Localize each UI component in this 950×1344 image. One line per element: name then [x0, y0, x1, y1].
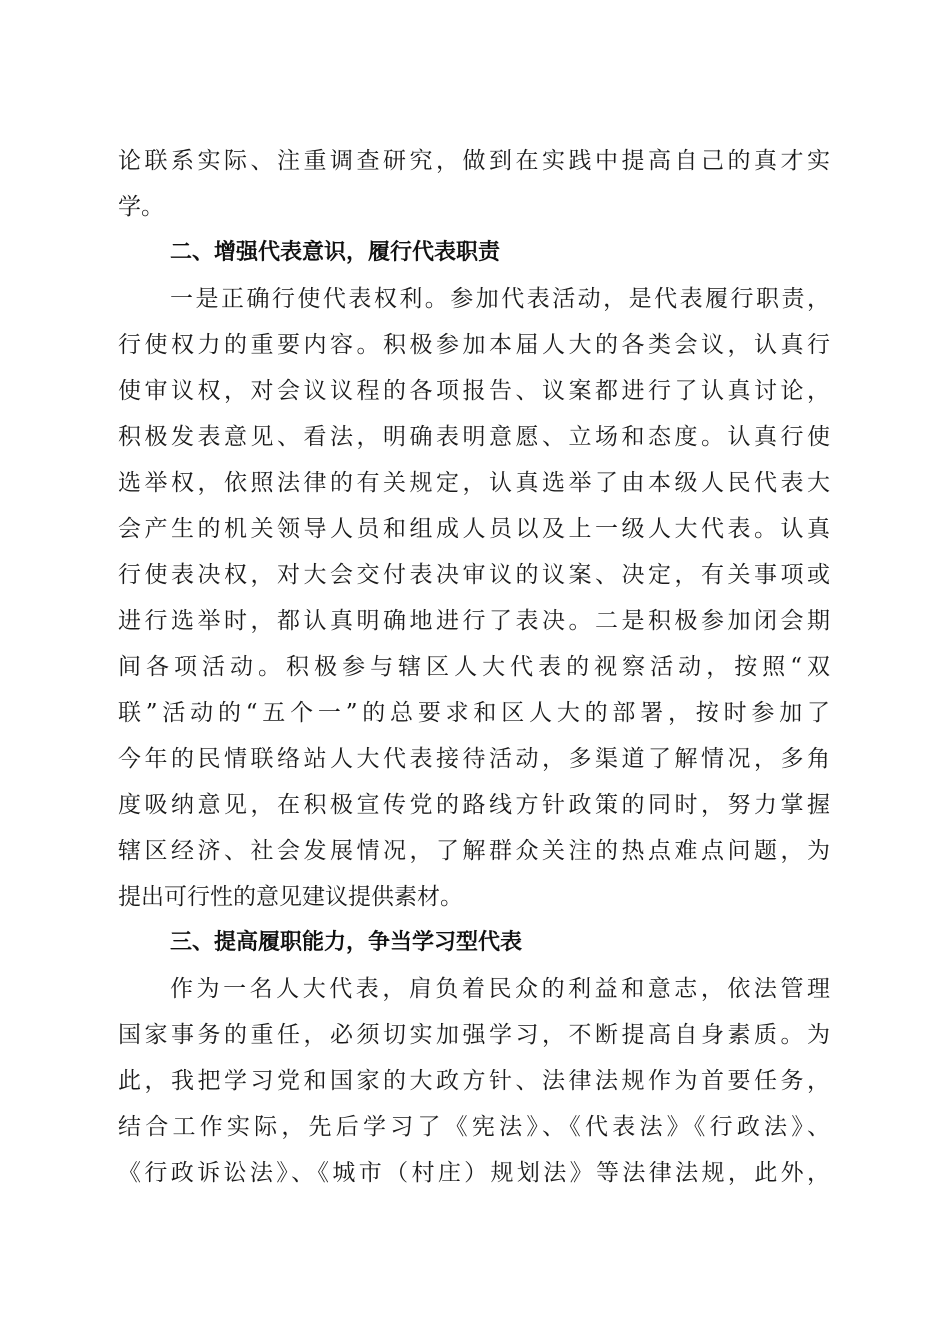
body-line-5: 使审议权，对会议议程的各项报告、议案都进行了认真讨论， [118, 378, 830, 404]
body-line-6: 积极发表意见、看法，明确表明意愿、立场和态度。认真行使 [118, 424, 830, 450]
body-line-8: 会产生的机关领导人员和组成人员以及上一级人大代表。认真 [118, 516, 830, 542]
body-line-12: 联”活动的“五个一”的总要求和区人大的部署，按时参加了 [118, 700, 830, 726]
body-line-9: 行使表决权，对大会交付表决审议的议案、决定，有关事项或 [118, 562, 830, 588]
section-heading-3: 三、提高履职能力，争当学习型代表 [170, 930, 523, 955]
body-line-19: 此，我把学习党和国家的大政方针、法律法规作为首要任务， [118, 1068, 830, 1094]
body-line-7: 选举权，依照法律的有关规定，认真选举了由本级人民代表大 [118, 470, 830, 496]
body-line-16: 提出可行性的意见建议提供素材。 [118, 884, 463, 910]
body-line-20: 结合工作实际，先后学习了《宪法》、《代表法》《行政法》、 [118, 1114, 830, 1140]
body-line-18: 国家事务的重任，必须切实加强学习，不断提高自身素质。为 [118, 1022, 830, 1048]
body-line-11: 间各项活动。积极参与辖区人大代表的视察活动，按照“双 [118, 654, 830, 680]
body-line-1: 论联系实际、注重调查研究，做到在实践中提高自己的真才实 [118, 148, 830, 174]
body-line-17: 作为一名人大代表，肩负着民众的利益和意志，依法管理 [170, 976, 830, 1002]
section-heading-2: 二、增强代表意识，履行代表职责 [170, 240, 501, 265]
body-line-4: 行使权力的重要内容。积极参加本届人大的各类会议，认真行 [118, 332, 830, 358]
body-line-15: 辖区经济、社会发展情况，了解群众关注的热点难点问题，为 [118, 838, 830, 864]
body-line-3: 一是正确行使代表权利。参加代表活动，是代表履行职责， [170, 286, 830, 312]
body-line-2: 学。 [118, 194, 164, 220]
body-line-14: 度吸纳意见，在积极宣传党的路线方针政策的同时，努力掌握 [118, 792, 830, 818]
body-line-21: 《行政诉讼法》、《城市（村庄）规划法》等法律法规，此外， [118, 1160, 830, 1186]
body-line-10: 进行选举时，都认真明确地进行了表决。二是积极参加闭会期 [118, 608, 830, 634]
body-line-13: 今年的民情联络站人大代表接待活动，多渠道了解情况，多角 [118, 746, 830, 772]
